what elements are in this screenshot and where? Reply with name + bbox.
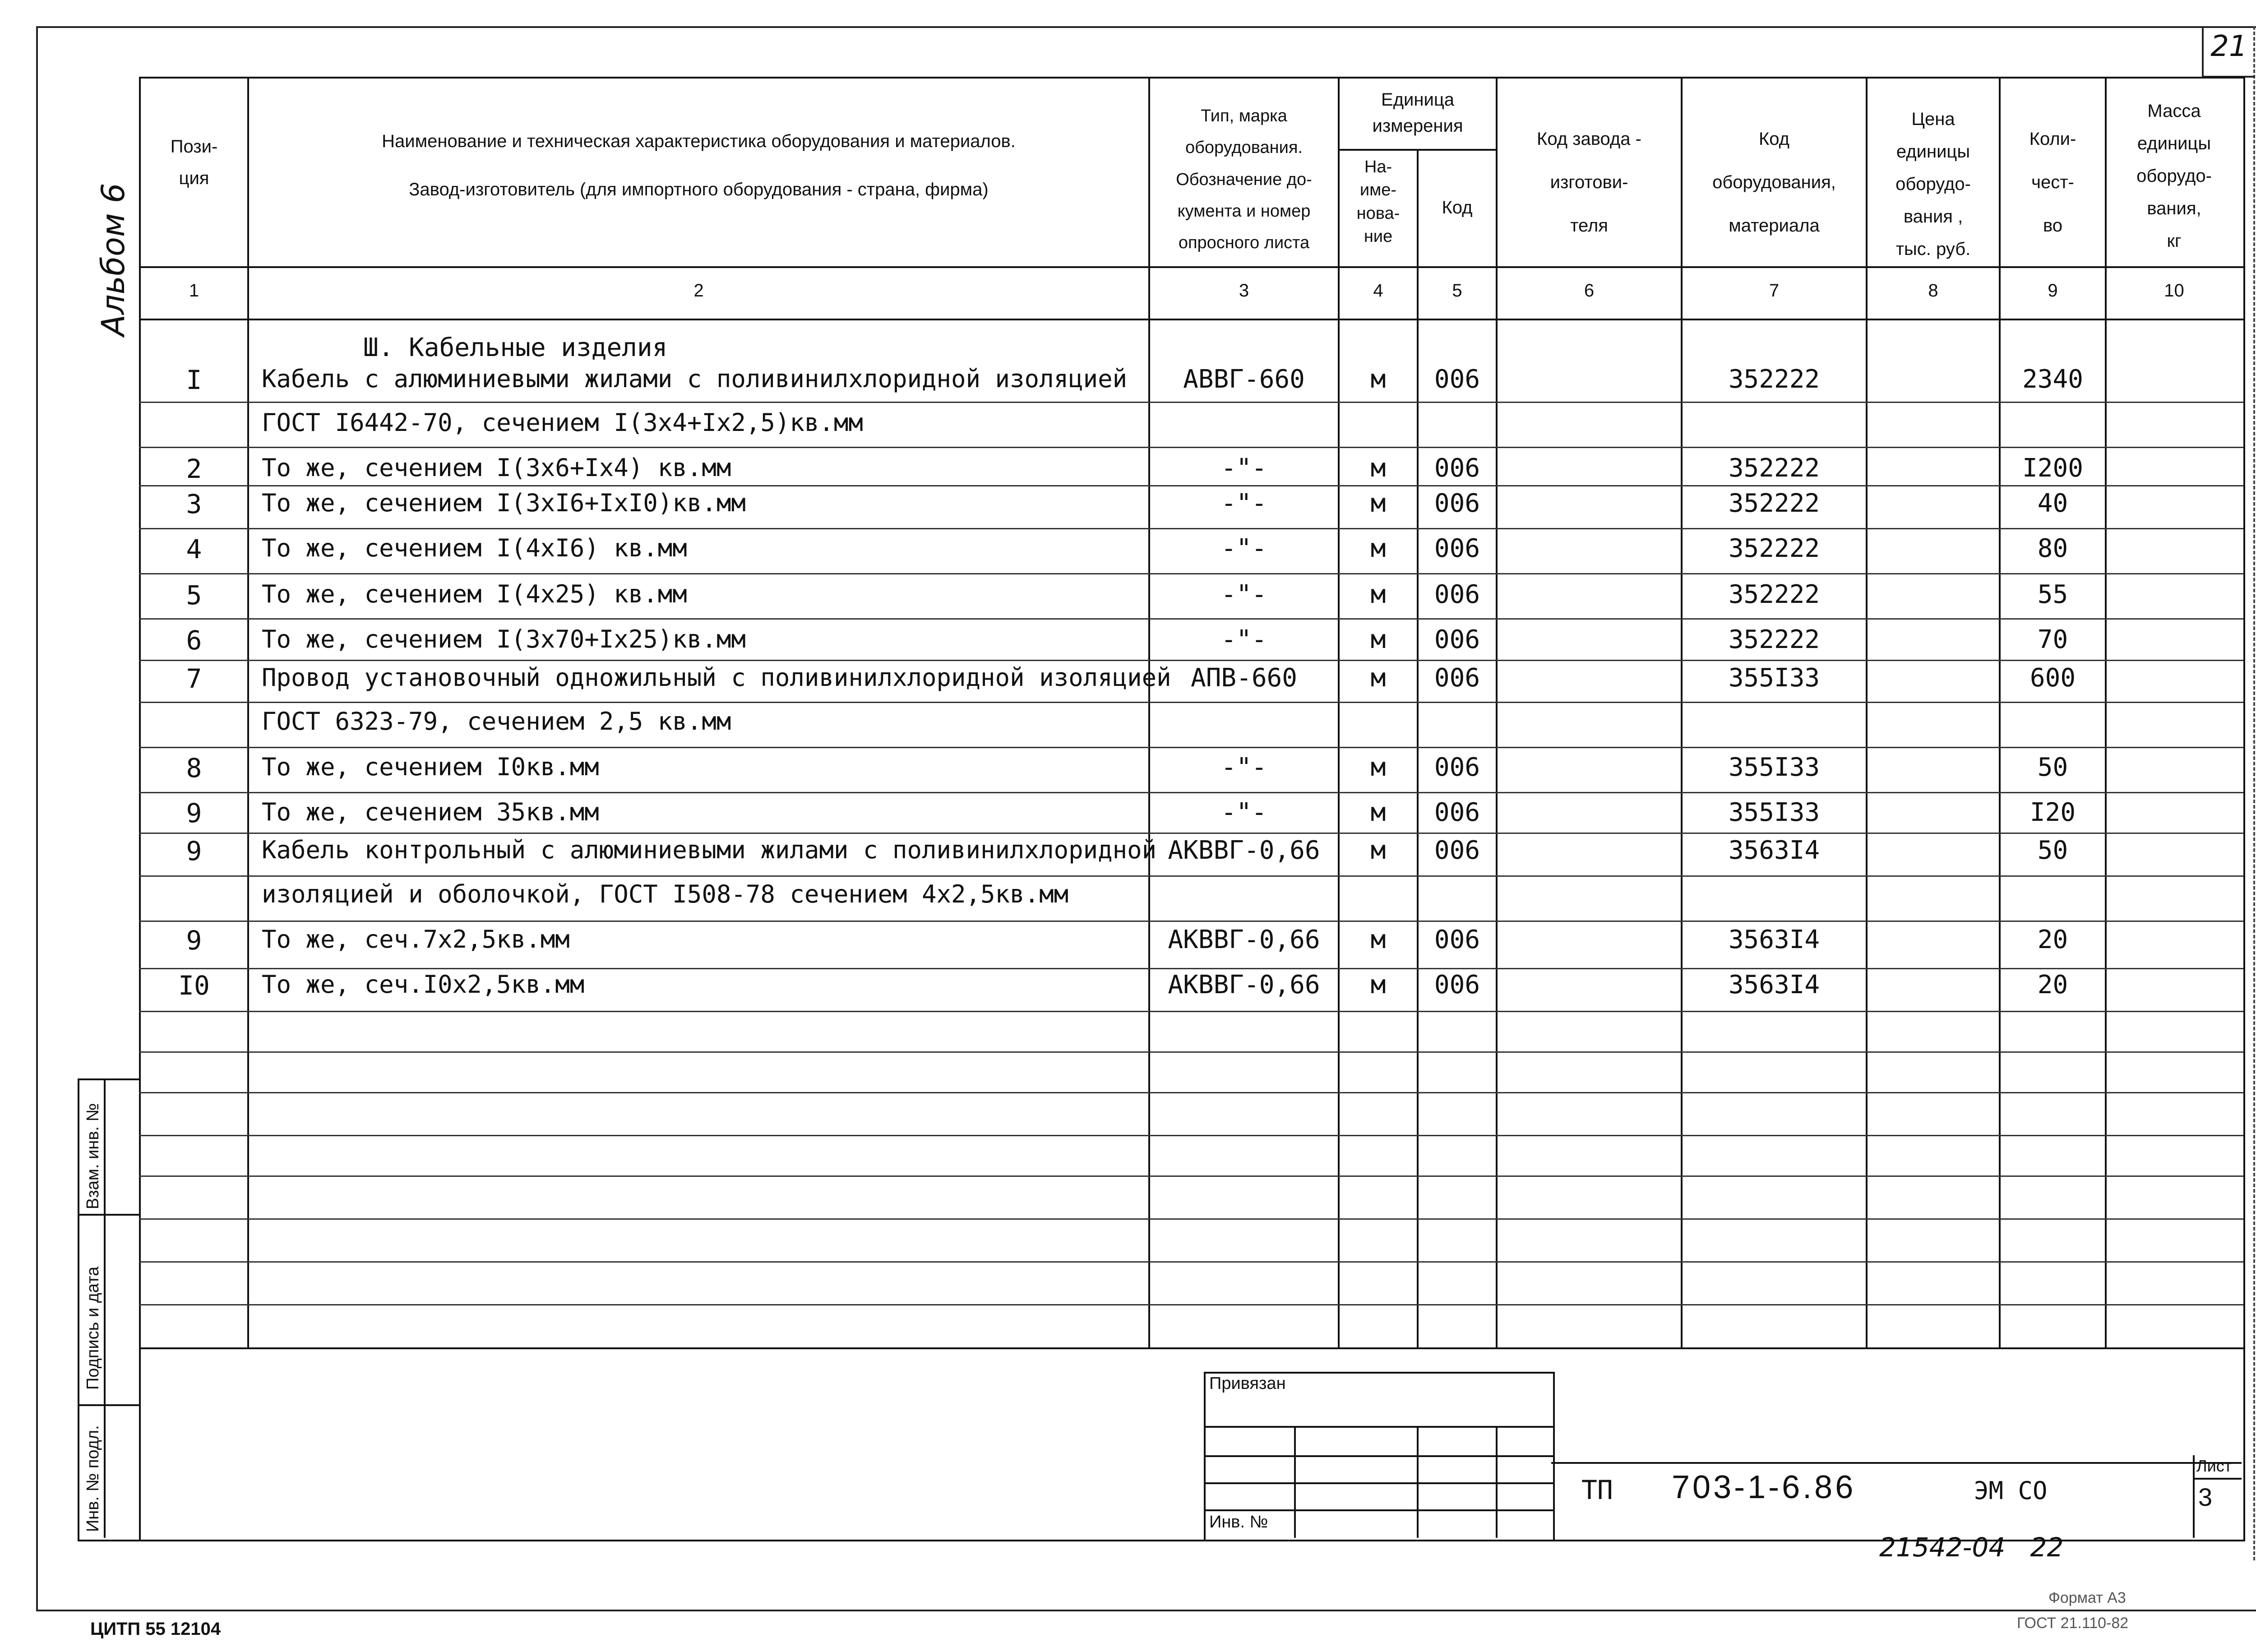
- row-material-code: 352222: [1728, 365, 1820, 394]
- row-unit: м: [1370, 753, 1386, 782]
- row-material-code: 355I33: [1728, 753, 1820, 782]
- row-material-code: 355I33: [1728, 663, 1820, 693]
- row-separator: [139, 921, 2243, 922]
- row-name: Провод установочный одножильный с поливинилхлоридной изоляцией: [262, 663, 1171, 692]
- col-number-7: 7: [1769, 281, 1780, 301]
- row-name: Кабель с алюминиевыми жилами с поливинилхлоридной изоляцией: [262, 365, 1128, 393]
- row-separator: [139, 660, 2243, 661]
- row-type: АВВГ-660: [1183, 365, 1305, 394]
- row-quantity: 50: [2037, 753, 2068, 782]
- side-stamp-line-2: [78, 1404, 139, 1406]
- row-unit-code: 006: [1434, 836, 1480, 865]
- row-position: 3: [186, 489, 202, 519]
- row-unit: м: [1370, 663, 1386, 693]
- header-equipment-code: Код оборудования, материала: [1712, 129, 1836, 236]
- row-separator: [139, 1175, 2243, 1177]
- row-quantity: 20: [2037, 970, 2068, 1000]
- row-type: -"-: [1221, 580, 1267, 609]
- row-quantity: 40: [2037, 489, 2068, 518]
- col-number-9: 9: [2048, 281, 2058, 301]
- row-name: То же, сечением I(4xI6) кв.мм: [262, 534, 687, 562]
- sheet-corner-number: 21: [2210, 30, 2247, 63]
- row-name: То же, сечением I(3x6+Ix4) кв.мм: [262, 453, 731, 482]
- header-mass: Масса единицы оборудо- вания, кг: [2136, 101, 2212, 251]
- row-name: изоляцией и оболочкой, ГОСТ I508-78 сечением 4x2,5кв.мм: [262, 880, 1069, 908]
- row-separator: [139, 528, 2243, 529]
- row-position: 4: [186, 534, 202, 565]
- col-line-3: [1338, 77, 1340, 1349]
- col-line-5: [1496, 77, 1498, 1349]
- header-unit-name: На- име- нова- ние: [1356, 157, 1400, 246]
- row-separator: [139, 1218, 2243, 1220]
- side-label-inv: Инв. № подл.: [83, 1425, 102, 1532]
- row-separator: [139, 1051, 2243, 1053]
- row-material-code: 352222: [1728, 580, 1820, 609]
- header-factory-code: Код завода - изготови- теля: [1537, 129, 1641, 236]
- footer-left: ЦИТП 55 12104: [90, 1619, 221, 1639]
- row-unit-code: 006: [1434, 580, 1480, 609]
- col-number-3: 3: [1239, 281, 1249, 301]
- row-material-code: 355I33: [1728, 798, 1820, 827]
- numbers-bottom-line: [139, 319, 2243, 320]
- row-position: I: [186, 365, 202, 395]
- row-unit: м: [1370, 453, 1386, 483]
- archive-number: 21542-04 22: [1879, 1532, 2064, 1563]
- row-type: АКВВГ-0,66: [1168, 925, 1320, 954]
- row-separator: [139, 1261, 2243, 1263]
- col-line-6: [1681, 77, 1683, 1349]
- row-name: То же, сечением 35кв.мм: [262, 798, 599, 826]
- row-quantity: 2340: [2022, 365, 2083, 394]
- col-number-6: 6: [1584, 281, 1595, 301]
- row-name: То же, сечением I0кв.мм: [262, 753, 599, 781]
- row-name: То же, сечением I(3xI6+IxI0)кв.мм: [262, 489, 746, 517]
- row-type: -"-: [1221, 753, 1267, 782]
- header-bottom-line: [139, 266, 2243, 268]
- row-type: -"-: [1221, 534, 1267, 563]
- format-label: Формат А3: [2048, 1589, 2126, 1606]
- row-separator: [139, 747, 2243, 748]
- row-separator: [139, 968, 2243, 969]
- row-separator: [139, 875, 2243, 877]
- row-name: Кабель контрольный с алюминиевыми жилами с поливинилхлоридной: [262, 836, 1157, 864]
- row-separator: [139, 402, 2243, 403]
- row-unit: м: [1370, 836, 1386, 865]
- stamp-privyazan: Привязан: [1209, 1374, 1286, 1393]
- row-unit: м: [1370, 365, 1386, 394]
- stamp-col-2: [1417, 1426, 1419, 1538]
- col-line-9: [2105, 77, 2107, 1349]
- row-type: АКВВГ-0,66: [1168, 836, 1320, 865]
- row-type: -"-: [1221, 625, 1267, 654]
- row-name: ГОСТ 6323-79, сечением 2,5 кв.мм: [262, 707, 731, 736]
- header-quantity: Коли- чест- во: [2029, 129, 2076, 236]
- row-position: 6: [186, 625, 202, 656]
- row-position: I0: [178, 970, 210, 1001]
- row-separator: [139, 1092, 2243, 1093]
- row-type: -"-: [1221, 798, 1267, 827]
- row-position: 9: [186, 836, 202, 866]
- header-name-line1: Наименование и техническая характеристика оборудования и материалов.: [382, 131, 1016, 151]
- row-unit: м: [1370, 970, 1386, 1000]
- row-name: ГОСТ I6442-70, сечением I(3x4+Ix2,5)кв.мм: [262, 408, 863, 437]
- col-number-4: 4: [1373, 281, 1383, 301]
- doc-prefix: ТП: [1581, 1475, 1613, 1505]
- row-separator: [139, 1011, 2243, 1012]
- row-material-code: 352222: [1728, 453, 1820, 483]
- row-quantity: 70: [2037, 625, 2068, 654]
- title-block-top: [1551, 1462, 2242, 1464]
- side-stamp-divider: [104, 1078, 106, 1538]
- doc-suffix: ЭМ СО: [1974, 1476, 2048, 1505]
- col-line-7: [1866, 77, 1868, 1349]
- row-material-code: 352222: [1728, 625, 1820, 654]
- row-material-code: 352222: [1728, 534, 1820, 563]
- row-unit-code: 006: [1434, 798, 1480, 827]
- header-unit: Единица измерения: [1372, 90, 1463, 136]
- row-name: То же, сеч.7x2,5кв.мм: [262, 925, 570, 953]
- row-quantity: 55: [2037, 580, 2068, 609]
- row-separator: [139, 447, 2243, 448]
- row-unit: м: [1370, 534, 1386, 563]
- gost-label: ГОСТ 21.110-82: [2017, 1615, 2129, 1632]
- row-separator: [139, 702, 2243, 703]
- doc-number: 703-1-6.86: [1672, 1469, 1856, 1505]
- header-position: Пози- ция: [170, 137, 218, 188]
- row-position: 7: [186, 663, 202, 694]
- row-material-code: 3563I4: [1728, 970, 1820, 1000]
- row-unit: м: [1370, 580, 1386, 609]
- row-unit: м: [1370, 925, 1386, 954]
- row-unit-code: 006: [1434, 663, 1480, 693]
- header-type: Тип, марка оборудования. Обозначение до- кумента и номер опросного листа: [1176, 106, 1312, 253]
- row-type: -"-: [1221, 453, 1267, 483]
- row-unit-code: 006: [1434, 925, 1480, 954]
- row-name: То же, сечением I(3x70+Ix25)кв.мм: [262, 625, 746, 653]
- col-number-5: 5: [1452, 281, 1462, 301]
- row-material-code: 3563I4: [1728, 925, 1820, 954]
- stamp-col-1: [1294, 1426, 1296, 1538]
- col-number-10: 10: [2164, 281, 2184, 301]
- row-separator: [139, 573, 2243, 574]
- row-material-code: 3563I4: [1728, 836, 1820, 865]
- col-number-2: 2: [693, 281, 704, 301]
- row-quantity: 600: [2029, 663, 2076, 693]
- row-type: АКВВГ-0,66: [1168, 970, 1320, 1000]
- col-line-4: [1417, 149, 1419, 1349]
- row-quantity: 80: [2037, 534, 2068, 563]
- stamp-line-2: [1204, 1455, 1553, 1457]
- row-material-code: 352222: [1728, 489, 1820, 518]
- album-label: Альбом 6: [95, 183, 132, 336]
- side-label-vzam: Взам. инв. №: [83, 1103, 102, 1209]
- row-unit-code: 006: [1434, 625, 1480, 654]
- col-line-8: [1999, 77, 2001, 1349]
- stamp-line-3: [1204, 1482, 1553, 1484]
- row-unit-code: 006: [1434, 453, 1480, 483]
- row-position: 9: [186, 798, 202, 828]
- stamp-inv-no: Инв. №: [1209, 1513, 1268, 1532]
- row-name: То же, сеч.I0x2,5кв.мм: [262, 970, 585, 999]
- header-name-line2: Завод-изготовитель (для импортного оборудования - страна, фирма): [409, 180, 989, 199]
- col-line-1: [247, 77, 249, 1349]
- row-type: -"-: [1221, 489, 1267, 518]
- stamp-col-3: [1496, 1426, 1498, 1538]
- header-unit-code: Код: [1442, 198, 1473, 217]
- row-separator: [139, 1135, 2243, 1136]
- row-separator: [139, 833, 2243, 834]
- row-unit-code: 006: [1434, 365, 1480, 394]
- list-value: 3: [2198, 1483, 2213, 1511]
- row-separator: [139, 1304, 2243, 1305]
- row-unit-code: 006: [1434, 753, 1480, 782]
- row-unit-code: 006: [1434, 489, 1480, 518]
- row-unit: м: [1370, 798, 1386, 827]
- side-label-podpis: Подпись и дата: [83, 1266, 102, 1390]
- row-position: 5: [186, 580, 202, 611]
- stamp-line-4: [1204, 1509, 1553, 1511]
- row-unit-code: 006: [1434, 534, 1480, 563]
- row-type: АПВ-660: [1190, 663, 1297, 693]
- row-position: 9: [186, 925, 202, 956]
- list-box-divider: [2193, 1478, 2242, 1480]
- row-position: 2: [186, 453, 202, 484]
- section-title: Ш. Кабельные изделия: [363, 333, 668, 362]
- row-unit: м: [1370, 489, 1386, 518]
- row-unit: м: [1370, 625, 1386, 654]
- row-name: То же, сечением I(4x25) кв.мм: [262, 580, 687, 608]
- row-quantity: 20: [2037, 925, 2068, 954]
- row-quantity: I20: [2029, 798, 2076, 827]
- table-bottom-line: [139, 1347, 2243, 1349]
- row-separator: [139, 485, 2243, 486]
- outer-frame-right: [2253, 26, 2255, 1560]
- row-quantity: I200: [2022, 453, 2083, 483]
- list-label: Лист: [2196, 1457, 2232, 1475]
- row-quantity: 50: [2037, 836, 2068, 865]
- header-price: Цена единицы оборудо- вания , тыс. руб.: [1895, 109, 1971, 259]
- side-stamp-line-1: [78, 1214, 139, 1216]
- row-unit-code: 006: [1434, 970, 1480, 1000]
- row-separator: [139, 792, 2243, 793]
- row-separator: [139, 618, 2243, 620]
- col-number-1: 1: [189, 281, 199, 301]
- row-position: 8: [186, 753, 202, 783]
- stamp-line-1: [1204, 1426, 1553, 1428]
- col-line-2: [1148, 77, 1150, 1349]
- col-number-8: 8: [1928, 281, 1938, 301]
